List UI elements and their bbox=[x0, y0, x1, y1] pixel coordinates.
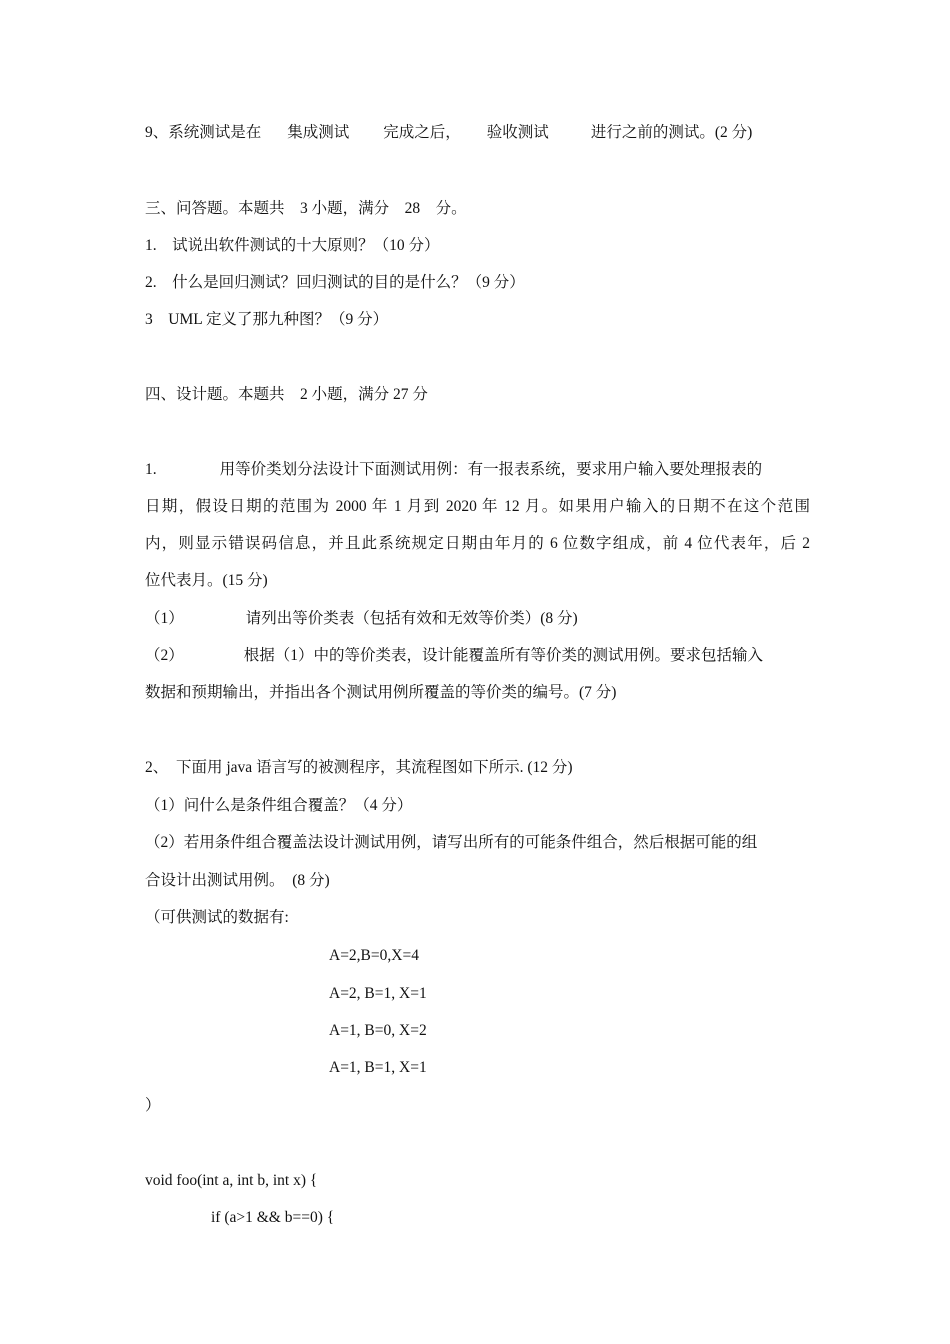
s4-q1-sub2-line-1 bbox=[145, 646, 810, 666]
section3-item-1: 1. 试说出软件测试的十大原则？（10 分） bbox=[145, 237, 440, 254]
s4-q2-sub1: （1）问什么是条件组合覆盖？（4 分） bbox=[145, 797, 413, 814]
s4-q1-line-1 bbox=[145, 460, 810, 480]
s4-q1-line-3: 内，则显示错误码信息，并且此系统规定日期由年月的 6 位数字组成，前 4 位代表年，后 2 bbox=[145, 535, 810, 552]
s4-q1-sub1-text: 请列出等价类表（包括有效和无效等价类）(8 分) bbox=[245, 610, 578, 627]
s4-q1-sub1-number: （1） bbox=[145, 610, 184, 627]
section4-heading: 四、设计题。本题共 2 小题，满分 27 分 bbox=[145, 386, 428, 403]
test-data-row-3: A=1, B=0, X=2 bbox=[329, 1022, 427, 1039]
q9-prefix: 9、系统测试是在 bbox=[145, 124, 262, 141]
s4-q1-sub2-number: （2） bbox=[145, 647, 184, 664]
s4-q2-line-1: 2、 下面用 java 语言写的被测程序，其流程图如下所示. (12 分) bbox=[145, 759, 573, 776]
q9-line bbox=[145, 123, 810, 143]
test-data-row-4: A=1, B=1, X=1 bbox=[329, 1059, 427, 1076]
section3-item-2: 2. 什么是回归测试？回归测试的目的是什么？（9 分） bbox=[145, 274, 525, 291]
q9-blank-1: 集成测试 bbox=[287, 124, 350, 141]
test-data-row-2: A=2, B=1, X=1 bbox=[329, 985, 427, 1002]
test-data-row-1: A=2,B=0,X=4 bbox=[329, 947, 419, 964]
q9-blank-2: 验收测试 bbox=[486, 124, 549, 141]
s4-q2-data-close: ） bbox=[145, 1097, 161, 1114]
s4-q2-sub2-line-1: （2）若用条件组合覆盖法设计测试用例，请写出所有的可能条件组合，然后根据可能的组 bbox=[145, 834, 758, 851]
s4-q1-text-1: 用等价类划分法设计下面测试用例：有一报表系统，要求用户输入要处理报表的 bbox=[219, 461, 763, 478]
s4-q1-sub2-line-2: 数据和预期输出，并指出各个测试用例所覆盖的等价类的编号。(7 分) bbox=[145, 684, 617, 701]
s4-q1-sub2-text-1: 根据（1）中的等价类表，设计能覆盖所有等价类的测试用例。要求包括输入 bbox=[243, 647, 764, 664]
q9-mid: 完成之后， bbox=[383, 124, 461, 141]
section3-item-3: 3 UML 定义了那九种图？（9 分） bbox=[145, 311, 389, 328]
s4-q1-sub1 bbox=[145, 609, 810, 629]
section3-heading: 三、问答题。本题共 3 小题，满分 28 分。 bbox=[145, 200, 467, 217]
s4-q1-number: 1. bbox=[145, 461, 157, 478]
s4-q2-data-intro: （可供测试的数据有: bbox=[145, 909, 289, 926]
code-line-1: void foo(int a, int b, int x) { bbox=[145, 1172, 318, 1189]
s4-q1-line-2: 日期，假设日期的范围为 2000 年 1 月到 2020 年 12 月。如果用户输入的日期不在这个范围 bbox=[145, 498, 810, 515]
s4-q2-sub2-line-2: 合设计出测试用例。 (8 分) bbox=[145, 872, 330, 889]
code-line-2: if (a>1 && b==0) { bbox=[211, 1209, 335, 1226]
q9-suffix: 进行之前的测试。(2 分) bbox=[590, 124, 753, 141]
s4-q1-line-4: 位代表月。(15 分) bbox=[145, 572, 268, 589]
